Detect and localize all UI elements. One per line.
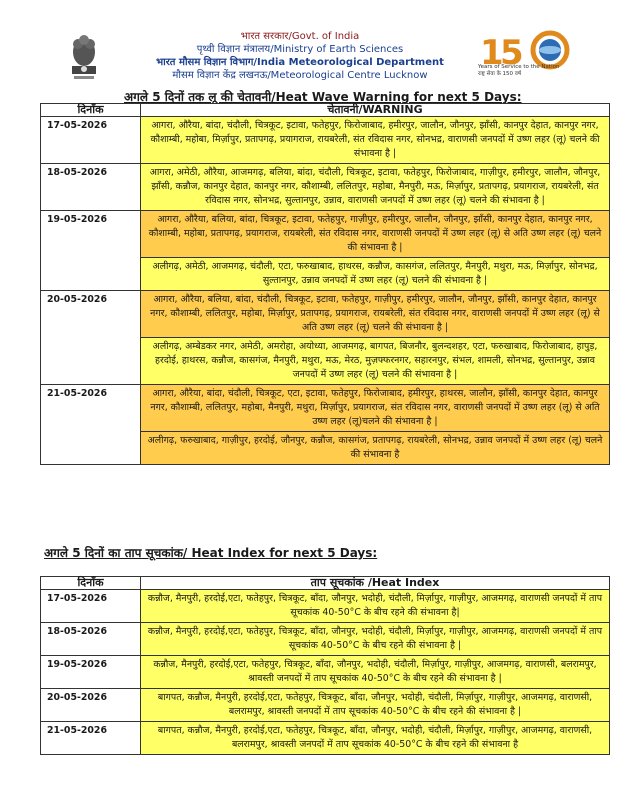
page-header (0, 0, 640, 88)
hi-index-cell: कन्नौज, मैनपुरी, हरदोई,एटा, फतेहपुर, चित्रकूट, बाँदा, जौनपुर, भदोही, चंदौली, मिर्ज़ापुर, गाज़ीपुर, आजमगढ़, वाराणसी, बलरामपुर, श्रावस्ती जनपदों में ताप सूचकांक 40-50°C के बीच रहने की संभावना है | (141, 656, 610, 689)
hw-date-cell: 19-05-2026 (41, 211, 141, 291)
hw-date-cell: 21-05-2026 (41, 385, 141, 465)
hi-index-cell: बागपत, कन्नौज, मैनपुरी, हरदोई,एटा, फतेहपुर, चित्रकूट, बाँदा, जौनपुर, भदोही, चंदौली, मिर्ज़ापुर, गाज़ीपुर, आजमगढ़, वाराणसी, बलरामपुर, श्रावस्ती जनपदों में ताप सूचकांक 40-50°C के बीच रहने की संभावना है | (141, 689, 610, 722)
heatindex-title: अगले 5 दिनों का ताप सूचकांक/ Heat Index for next 5 Days: (44, 546, 378, 560)
heatwave-table (40, 103, 610, 465)
hi-date-cell: 17-05-2026 (41, 590, 141, 623)
hi-index-header: ताप सूचकांक /Heat Index (141, 577, 610, 590)
hi-index-cell: बागपत, कन्नौज, मैनपुरी, हरदोई,एटा, फतेहपुर, चित्रकूट, बाँदा, जौनपुर, भदोही, चंदौली, मिर्ज़ापुर, गाज़ीपुर, आजमगढ़, वाराणसी, बलरामपुर, श्रावस्ती जनपदों में ताप सूचकांक 40-50°C के बीच रहने की संभावना है (141, 722, 610, 755)
header-text (120, 30, 480, 82)
hi-index-cell: कन्नौज, मैनपुरी, हरदोई,एटा, फतेहपुर, चित्रकूट, बाँदा, जौनपुर, भदोही, चंदौली, मिर्ज़ापुर, गाज़ीपुर, आजमगढ़, वाराणसी जनपदों में ताप सूचकांक 40-50°C के बीच रहने की संभावना है| (141, 590, 610, 623)
hi-index-cell: कन्नौज, मैनपुरी, हरदोई,एटा, फतेहपुर, चित्रकूट, बाँदा, जौनपुर, भदोही, चंदौली, मिर्ज़ापुर, गाज़ीपुर, आजमगढ़, वाराणसी जनपदों में ताप सूचकांक 40-50°C के बीच रहने की संभावना है | (141, 623, 610, 656)
heatwave-title: अगले 5 दिनों तक लू की चेतावनी/Heat Wave Warning for next 5 Days: (124, 90, 522, 104)
hi-date-cell: 19-05-2026 (41, 656, 141, 689)
hi-table-row (41, 623, 610, 656)
hw-table-row (41, 385, 610, 432)
hw-date-cell: 20-05-2026 (41, 291, 141, 385)
department-name: भारत मौसम विज्ञान विभाग/India Meteorological Department (156, 57, 444, 68)
hw-date-cell: 18-05-2026 (41, 164, 141, 211)
svg-text:5: 5 (500, 33, 524, 73)
hw-table-row (41, 211, 610, 258)
hw-warning-header: चेतावनी/WARNING (141, 104, 610, 117)
hw-table-row (41, 291, 610, 338)
heatindex-table (40, 576, 610, 755)
hw-date-cell: 17-05-2026 (41, 117, 141, 164)
ministry-name: पृथ्वी विज्ञान मंत्रालय/Ministry of Earth Sciences (196, 44, 404, 55)
hi-table-row (41, 656, 610, 689)
hw-table-row (41, 164, 610, 211)
hw-warning-cell: आगरा, औरैया, बलिया, बांदा, चंदौली, चित्रकूट, इटावा, फतेहपुर, गाज़ीपुर, हमीरपुर, जालौन, जौनपुर, झाँसी, कानपुर देहात, कानपुर नगर, कौशाम्बी, ललितपुर, महोबा, मिर्ज़ापुर, प्रतापगढ़, प्रयागराज, रायबरेली, संत रविदास नगर, वाराणसी जनपदों में उष्ण लहर (लू) से अति उष्ण लहर (लू) चलने की संभावना है | (141, 291, 610, 338)
hi-date-cell: 21-05-2026 (41, 722, 141, 755)
hi-date-cell: 18-05-2026 (41, 623, 141, 656)
centre-name: मौसम विज्ञान केंद्र लखनऊ/Meteorological Centre Lucknow (172, 70, 428, 81)
hw-warning-cell: आगरा, अमेठी, औरैया, आजमगढ़, बलिया, बांदा, चंदौली, चित्रकूट, इटावा, फतेहपुर, फिरोजाबाद, गाज़ीपुर, हमीरपुर, जालौन, जौनपुर, झाँसी, कन्नौज, कानपुर देहात, कानपुर नगर, कौशाम्बी, ललितपुर, महोबा, मैनपुरी, मऊ, मिर्ज़ापुर, प्रतापगढ़, प्रयागराज, रायबरेली, संत रविदास नगर, सोनभद्र, सुल्तानपुर, उन्नाव, वाराणसी जनपदों में उष्ण लहर (लू) चलने की संभावना है | (141, 164, 610, 211)
hi-table-row (41, 722, 610, 755)
hi-table-row (41, 590, 610, 623)
hw-table-row (41, 117, 610, 164)
hw-warning-cell: आगरा, औरैया, बलिया, बांदा, चित्रकूट, इटावा, फतेहपुर, गाज़ीपुर, हमीरपुर, जालौन, जौनपुर, झाँसी, कानपुर देहात, कानपुर नगर, कौशाम्बी, महोबा, प्रतापगढ़, प्रयागराज, रायबरेली, संत रविदास नगर, वाराणसी जनपदों में उष्ण लहर (लू) से अति उष्ण लहर (लू) चलने की संभावना है | (141, 211, 610, 258)
hi-date-cell: 20-05-2026 (41, 689, 141, 722)
hw-warning-cell: अलीगढ़, फरुखाबाद, गाज़ीपुर, हरदोई, जौनपुर, कन्नौज, कासगंज, प्रतापगढ़, रायबरेली, सोनभद्र, उन्नाव जनपदों में उष्ण लहर (लू) चलने की संभावना है (141, 432, 610, 465)
hi-date-header: दिनाँक (41, 577, 141, 590)
hw-warning-cell: आगरा, औरैया, बांदा, चंदौली, चित्रकूट, इटावा, फतेहपुर, फिरोजाबाद, हमीरपुर, जालौन, जौनपुर, झाँसी, कानपुर देहात, कानपुर नगर, कौशाम्बी, महोबा, मिर्ज़ापुर, प्रतापगढ़, प्रयागराज, रायबरेली, संत रविदास नगर, सोनभद्र, वाराणसी जनपदों में उष्ण लहर (लू) चलने की संभावना है | (141, 117, 610, 164)
svg-text:1: 1 (480, 33, 504, 73)
govt-of-india: भारत सरकार/Govt. of India (240, 31, 360, 42)
hw-date-header: दिनाँक (41, 104, 141, 117)
national-emblem-icon (62, 22, 106, 82)
hw-warning-cell: अलीगढ़, अम्बेडकर नगर, अमेठी, अमरोहा, अयोध्या, आजमगढ़, बागपत, बिजनौर, बुलन्दशहर, एटा, फरुखाबाद, फिरोजाबाद, हापुड़, हरदोई, हाथरस, कन्नौज, कासगंज, मैनपुरी, मथुरा, मऊ, मेरठ, मुज़फ्फरनगर, सहारनपुर, संभल, शामली, सोनभद्र, सुल्तानपुर, उन्नाव जनपदों में उष्ण लहर (लू) चलने की संभावना है | (141, 338, 610, 385)
hw-warning-cell: अलीगढ़, अमेठी, आजमगढ़, चंदौली, एटा, फरुखाबाद, हाथरस, कन्नौज, कासगंज, ललितपुर, मैनपुरी, मथुरा, मऊ, मिर्ज़ापुर, सोनभद्र, सुल्तानपुर, उन्नाव जनपदों में उष्ण लहर (लू) चलने की संभावना है | (141, 258, 610, 291)
logo-tagline: Years of Service to the Nation राष्ट्र सेवा के 150 वर्ष (478, 64, 560, 77)
hi-table-row (41, 689, 610, 722)
hw-warning-cell: आगरा, औरैया, बांदा, चंदौली, चित्रकूट, एटा, इटावा, फतेहपुर, फिरोजाबाद, हमीरपुर, हाथरस, जालौन, झाँसी, कानपुर देहात, कानपुर नगर, कौशाम्बी, ललितपुर, महोबा, मैनपुरी, मथुरा, मिर्ज़ापुर, प्रयागराज, संत रविदास नगर, वाराणसी जनपदों में उष्ण लहर (लू) से अति उष्ण लहर (लू)चलने की संभावना है | (141, 385, 610, 432)
